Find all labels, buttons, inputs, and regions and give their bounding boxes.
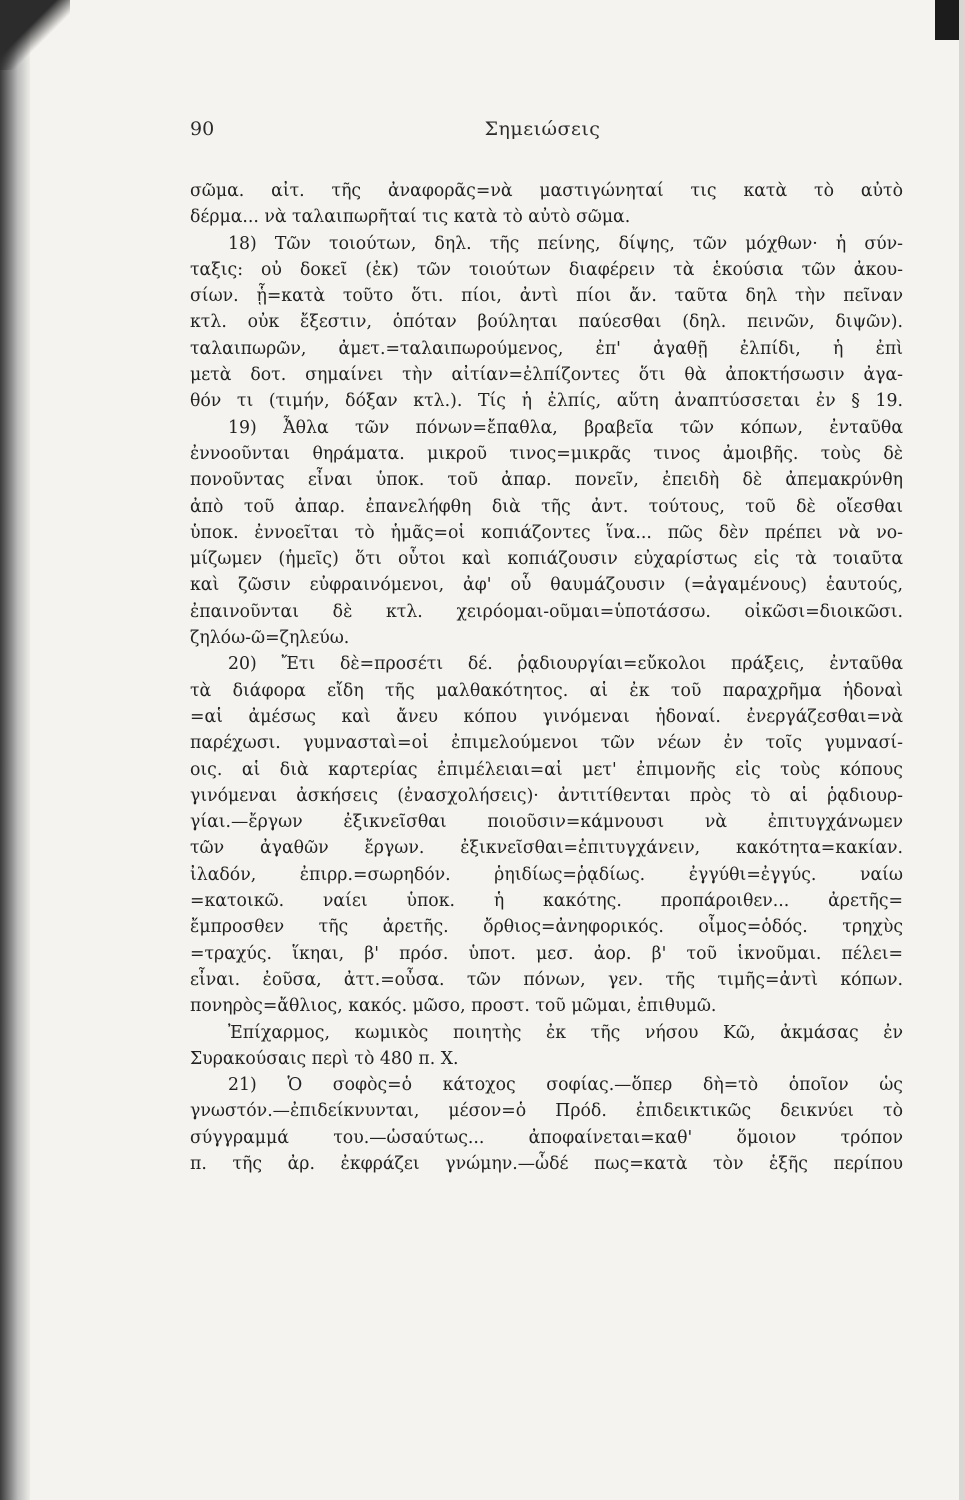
- running-title: Σημειώσεις: [484, 118, 601, 140]
- text-line: =κατοικῶ. ναίει ὑποκ. ἡ κακότης. προπάροιθεν... ἀρετῆς=: [190, 891, 903, 912]
- text-line: =τραχύς. ἵκηαι, β' πρόσ. ὑποτ. μεσ. ἀορ. β' τοῦ ἱκνοῦμαι. πέλει=: [190, 943, 903, 964]
- notes-body: [190, 178, 903, 1177]
- text-line: ταξις: οὐ δοκεῖ (ἐκ) τῶν τοιούτων διαφέρειν τὰ ἑκούσια τῶν ἀκου-: [190, 259, 903, 280]
- note-20-start: 20) Ἔτι δὲ=προσέτι δέ. ῥᾳδιουργίαι=εὔκολοι πράξεις, ἐνταῦθα: [228, 654, 903, 675]
- text-line: σῶμα. αἰτ. τῆς ἀναφορᾶς=νὰ μαστιγώνηταί τις κατὰ τὸ αὐτὸ: [190, 181, 903, 201]
- epicharmus-note: Ἐπίχαρμος, κωμικὸς ποιητὴς ἐκ τῆς νήσου Κῶ, ἀκμάσας ἐν: [228, 1022, 903, 1043]
- text-line: ἔμπροσθεν τῆς ἀρετῆς. ὄρθιος=ἀνηφορικός. οἶμος=ὁδός. τρηχὺς: [190, 917, 903, 938]
- note-18-start: 18) Τῶν τοιούτων, δηλ. τῆς πείνης, δίψης, τῶν μόχθων· ἡ σύν-: [228, 233, 903, 254]
- text-line: εἶναι. ἐοῦσα, ἀττ.=οὖσα. τῶν πόνων, γεν. τῆς τιμῆς=ἀντὶ κόπων.: [190, 969, 903, 990]
- text-line: π. τῆς ἀρ. ἐκφράζει γνώμην.—ὧδέ πως=κατὰ τὸν ἑξῆς περίπου: [190, 1153, 903, 1174]
- text-line: τὰ διάφορα εἴδη τῆς μαλθακότητος. αἱ ἐκ τοῦ παραχρῆμα ἡδοναὶ: [190, 680, 903, 701]
- text-line: ζηλόω-ῶ=ζηλεύω.: [190, 628, 350, 649]
- text-line: ἀπὸ τοῦ ἀπαρ. ἐπανελήφθη διὰ τῆς ἀντ. τούτους, τοῦ δὲ οἴεσθαι: [190, 496, 903, 517]
- text-line: οις. αἱ διὰ καρτερίας ἐπιμέλειαι=αἱ μετ' ἐπιμονῆς εἰς τοὺς κόπους: [190, 759, 903, 780]
- text-line: ἰλαδόν, ἐπιρρ.=σωρηδόν. ῥηιδίως=ῥᾳδίως. ἐγγύθι=ἐγγύς. ναίω: [190, 864, 903, 885]
- text-line: θόν τι (τιμήν, δόξαν κτλ.). Τίς ἡ ἐλπίς, αὕτη ἀναπτύσσεται ἐν § 19.: [190, 391, 903, 412]
- text-line: ἐννοοῦνται θηράματα. μικροῦ τινος=μικρᾶς τινος ἀμοιβῆς. τοὺς δὲ: [190, 443, 903, 464]
- text-line: τῶν ἀγαθῶν ἔργων. ἐξικνεῖσθαι=ἐπιτυγχάνειν, κακότητα=κακίαν.: [190, 838, 903, 859]
- text-line: πονοῦντας εἶναι ὑποκ. τοῦ ἀπαρ. πονεῖν, ἐπειδὴ δὲ ἀπεμακρύνθη: [190, 470, 903, 491]
- text-line: πονηρὸς=ἄθλιος, κακός. μῶσο, προστ. τοῦ μῶμαι, ἐπιθυμῶ.: [190, 996, 717, 1017]
- text-line: καὶ ζῶσιν εὐφραινόμενοι, ἀφ' οὗ θαυμάζουσιν (=ἀγαμένους) ἑαυτούς,: [190, 575, 903, 596]
- page-header: [190, 118, 895, 146]
- text-line: ὑποκ. ἐννοεῖται τὸ ἡμᾶς=οἱ κοπιάζοντες ἵνα... πῶς δὲν πρέπει νὰ νο-: [190, 522, 903, 543]
- page-left-edge-shadow: [0, 0, 30, 1500]
- text-line: παρέχωσι. γυμνασταὶ=οἱ ἐπιμελούμενοι τῶν νέων ἐν τοῖς γυμνασί-: [190, 733, 903, 754]
- text-line: =αἱ ἀμέσως καὶ ἄνευ κόπου γινόμεναι ἡδοναί. ἐνεργάζεσθαι=νὰ: [190, 706, 903, 727]
- text-line: δέρμα... νὰ ταλαιπωρῆταί τις κατὰ τὸ αὐτὸ σῶμα.: [190, 207, 631, 228]
- note-19-start: 19) Ἆθλα τῶν πόνων=ἔπαθλα, βραβεῖα τῶν κόπων, ἐνταῦθα: [228, 417, 903, 438]
- text-line: ἐπαινοῦνται δὲ κτλ. χειρόομαι-οῦμαι=ὑποτάσσω. οἰκῶσι=διοικῶσι.: [190, 601, 903, 622]
- page-number: 90: [190, 118, 215, 140]
- text-line: κτλ. οὐκ ἔξεστιν, ὁπόταν βούληται παύεσθαι (δηλ. πεινῶν, διψῶν).: [190, 312, 903, 333]
- text-line: μετὰ δοτ. σημαίνει τὴν αἰτίαν=ἐλπίζοντες ὅτι θὰ ἀποκτήσωσιν ἀγα-: [190, 365, 903, 386]
- page-right-edge: [959, 0, 965, 1500]
- page-corner-shadow: [0, 0, 70, 70]
- text-line: μίζωμεν (ἡμεῖς) ὅτι οὗτοι καὶ κοπιάζουσιν εὐχαρίστως εἰς τὰ τοιαῦτα: [190, 549, 903, 570]
- text-line: σύγγραμμά του.—ὡσαύτως... ἀποφαίνεται=καθ' ὅμοιον τρόπον: [190, 1127, 903, 1148]
- text-line: Συρακούσαις περὶ τὸ 480 π. Χ.: [190, 1048, 459, 1069]
- text-line: γίαι.—ἔργων ἐξικνεῖσθαι ποιοῦσιν=κάμνουσι νὰ ἐπιτυγχάνωμεν: [190, 812, 903, 833]
- note-21-start: 21) Ὁ σοφὸς=ὁ κάτοχος σοφίας.—ὅπερ δὴ=τὸ ὁποῖον ὡς: [228, 1075, 903, 1096]
- text-line: σίων. ᾗ=κατὰ τοῦτο ὅτι. πίοι, ἀντὶ πίοι ἄν. ταῦτα δηλ τὴν πεῖναν: [190, 286, 903, 307]
- text-line: ταλαιπωρῶν, ἀμετ.=ταλαιπωρούμενος, ἐπ' ἀγαθῇ ἐλπίδι, ἡ ἐπὶ: [190, 338, 903, 359]
- text-line: γινόμεναι ἀσκήσεις (ἐνασχολήσεις)· ἀντιτίθενται πρὸς τὸ αἱ ῥᾳδιουρ-: [190, 785, 903, 806]
- text-line: γνωστόν.—ἐπιδείκνυνται, μέσον=ὁ Πρόδ. ἐπιδεικτικῶς δεικνύει τὸ: [190, 1101, 903, 1122]
